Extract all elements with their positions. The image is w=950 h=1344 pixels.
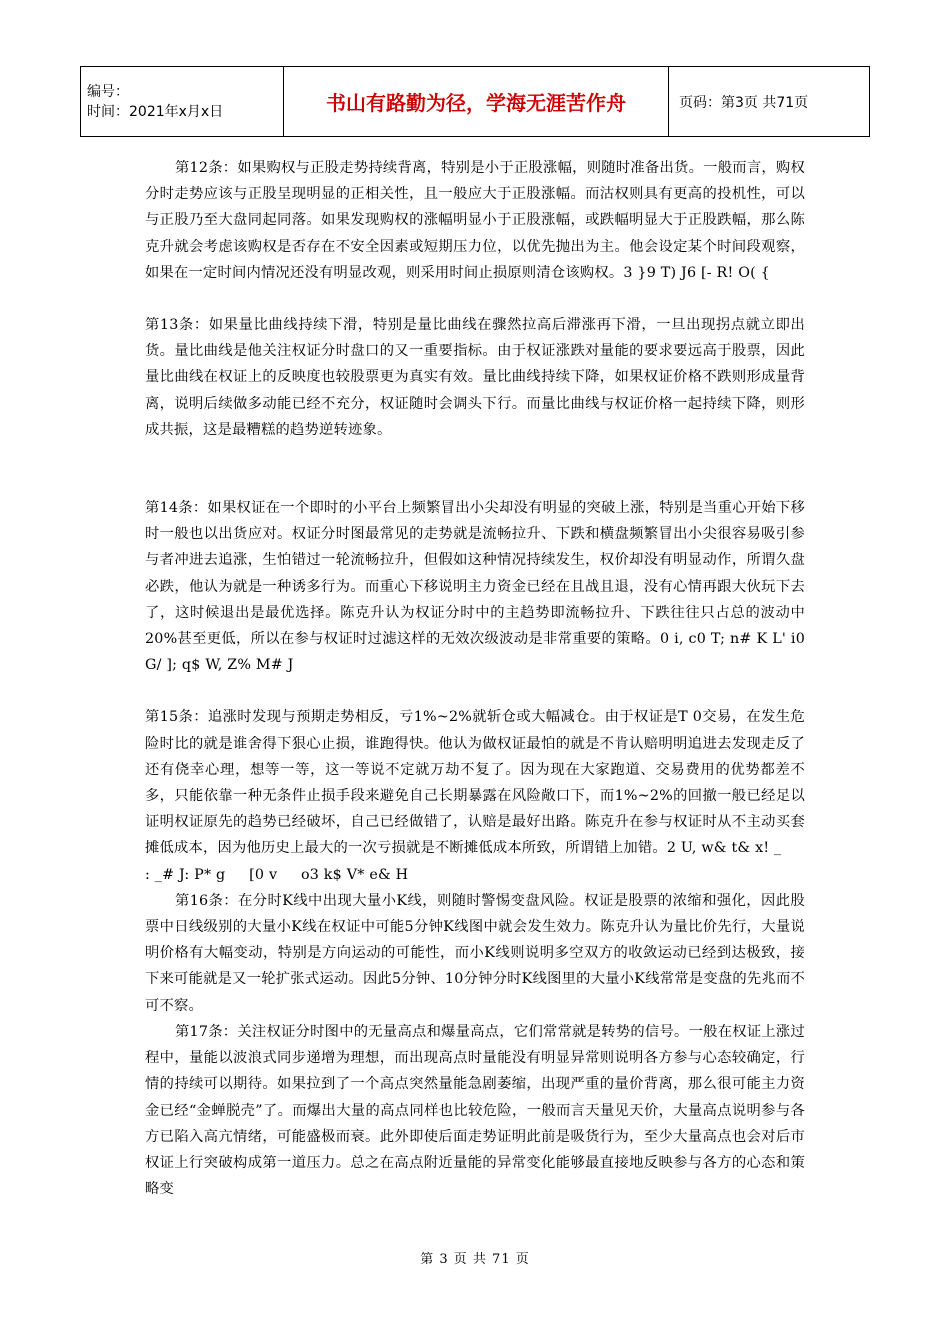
paragraph-article-14: 第14条：如果权证在一个即时的小平台上频繁冒出小尖却没有明显的突破上涨，特别是当重心开始下移时一般也以出货应对。权证分时图最常见的走势就是流畅拉升、下跌和横盘频繁冒出小尖很容易吸引参与者冲进去追涨，生怕错过一轮流畅拉升，但假如这种情况持续发生，权价却没有明显动作，所谓久盘必跌，他认为就是一种诱多行为。而重心下移说明主力资金已经在且战且退，没有心情再跟大伙玩下去了，这时候退出是最优选择。陈克升认为权证分时中的主趋势即流畅拉升、下跌往往只占总的波动中20%甚至更低，所以在参与权证时过滤这样的无效次级波动是非常重要的策略。0 i, c0 T; n# K L' i0 G/ ]; q$ W, Z% M# J <box>145 500 805 674</box>
paragraph-article-13: 第13条：如果量比曲线持续下滑，特别是量比曲线在骤然拉高后滞涨再下滑，一旦出现拐点就立即出货。量比曲线是他关注权证分时盘口的又一重要指标。由于权证涨跌对量能的要求要远高于股票，因此量比曲线在权证上的反映度也较股票更为真实有效。量比曲线持续下降，如果权证价格不跌则形成量背离，说明后续做多动能已经不充分，权证随时会调头下行。而量比曲线与权证价格一起持续下降，则形成共振，这是最糟糕的趋势逆转迹象。 <box>145 317 805 438</box>
document-body <box>145 155 805 1202</box>
paragraph-article-15: 第15条：追涨时发现与预期走势相反，亏1%~2%就斩仓或大幅减仓。由于权证是T 0交易，在发生危险时比的就是谁舍得下狠心止损，谁跑得快。他认为做权证最怕的就是不肯认赔明明追进去发现走反了还有侥幸心理，想等一等，这一等说不定就万劫不复了。因为现在大家跑道、交易费用的优势都差不多，只能依靠一种无条件止损手段来避免自己长期暴露在风险敞口下，而1%~2%的回撤一般已经足以证明权证原先的趋势已经破坏，自己已经做错了，认赔是最好出路。陈克升在参与权证时从不主动买套摊低成本，因为他历史上最大的一次亏损就是不断摊低成本所致，所谓错上加错。2 U, w& t& x! _ <box>145 709 805 857</box>
header-motto: 书山有路勤为径，学海无涯苦作舟 <box>284 67 669 137</box>
spacer <box>145 678 805 704</box>
page-footer: 第 3 页 共 71 页 <box>420 1252 530 1267</box>
noise-line: : _# J: P* g [0 v o3 k$ V* e& H <box>145 866 409 883</box>
header-table <box>80 66 870 137</box>
header-number-label: 编号： <box>87 83 129 100</box>
paragraph-article-16: 第16条：在分时K线中出现大量小K线，则随时警惕变盘风险。权证是股票的浓缩和强化，因此股票中日线级别的大量小K线在权证中可能5分钟K线图中就会发生效力。陈克升认为量比价先行，大量说明价格有大幅变动，特别是方向运动的可能性，而小K线则说明多空双方的收敛运动已经到达极致，接下来可能就是又一轮扩张式运动。因此5分钟、10分钟分时K线图里的大量小K线常常是变盘的先兆而不可不察。 <box>145 892 805 1014</box>
header-time-label: 时间：2021年x月x日 <box>87 103 224 120</box>
paragraph-article-12: 第12条：如果购权与正股走势持续背离，特别是小于正股涨幅，则随时准备出货。一般而言，购权分时走势应该与正股呈现明显的正相关性，且一般应大于正股涨幅。而沽权则具有更高的投机性，可以与正股乃至大盘同起同落。如果发现购权的涨幅明显小于正股涨幅，或跌幅明显大于正股跌幅，那么陈克升就会考虑该购权是否存在不安全因素或短期压力位，以优先抛出为主。他会设定某个时间段观察，如果在一定时间内情况还没有明显改观，则采用时间止损原则清仓该购权。3 }9 T) J6 [- R! O( { <box>145 160 805 281</box>
spacer <box>145 286 805 312</box>
paragraph-article-17: 第17条：关注权证分时图中的无量高点和爆量高点，它们常常就是转势的信号。一般在权证上涨过程中，量能以波浪式同步递增为理想，而出现高点时量能没有明显异常则说明各方参与心态较确定，行情的持续可以期待。如果拉到了一个高点突然量能急剧萎缩，出现严重的量价背离，那么很可能主力资金已经“金蝉脱壳”了。而爆出大量的高点同样也比较危险，一般而言天量见天价，大量高点说明参与各方已陷入高亢情绪，可能盛极而衰。此外即使后面走势证明此前是吸货行为，至少大量高点也会对后市权证上行突破构成第一道压力。总之在高点附近量能的异常变化能够最直接地反映参与各方的心态和策略变 <box>145 1023 805 1198</box>
spacer <box>145 443 805 495</box>
header-page-info: 页码：第3页 共71页 <box>669 67 870 137</box>
header-meta <box>81 67 284 137</box>
